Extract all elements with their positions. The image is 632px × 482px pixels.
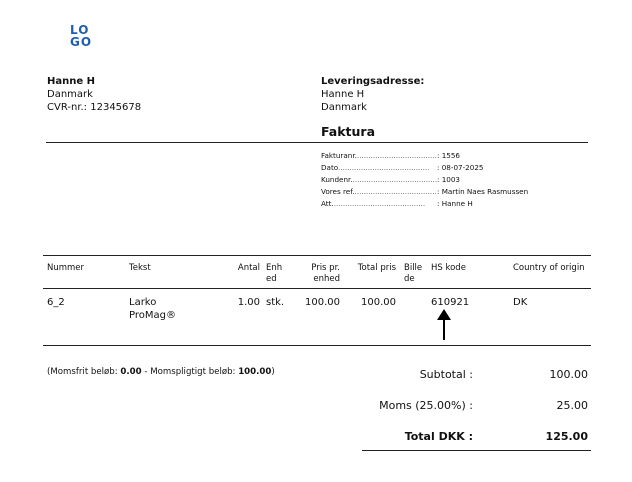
invoice-title: Faktura <box>321 124 376 139</box>
cell-nummer: 6_2 <box>47 297 65 308</box>
vat-label: Moms (25.00%) : <box>379 399 473 412</box>
col-header-hs: HS kode <box>431 263 466 273</box>
delivery-heading: Leveringsadresse: <box>321 76 425 87</box>
meta-row <box>321 186 581 197</box>
cell-origin: DK <box>513 297 528 308</box>
col-header-billede-line1: Bille <box>404 263 423 273</box>
meta-row <box>321 150 581 161</box>
meta-row <box>321 174 581 185</box>
cell-enhed: stk. <box>266 297 285 308</box>
total-value: 125.00 <box>545 430 588 443</box>
col-header-antal: Antal <box>237 263 260 273</box>
col-header-billede <box>404 263 422 285</box>
meta-value: : 1556 <box>437 151 460 160</box>
table-header-rule <box>43 288 591 289</box>
meta-label: Kundenr. ..... <box>321 174 437 185</box>
vat-value: 25.00 <box>556 399 588 412</box>
meta-value: : 1003 <box>437 175 460 184</box>
vat-note-mid: - Momspligtigt beløb: <box>141 367 239 377</box>
delivery-address-block <box>321 75 424 114</box>
logo-line-2: GO <box>70 35 93 49</box>
col-header-pris-line2: enhed <box>313 274 340 284</box>
cell-total: 100.00 <box>361 297 396 308</box>
meta-label: Att. ..... <box>321 198 437 209</box>
meta-label: Dato ..... <box>321 162 437 173</box>
subtotal-value: 100.00 <box>549 368 588 381</box>
sender-block <box>47 75 141 114</box>
col-header-origin: Country of origin <box>513 263 585 273</box>
meta-value: : Hanne H <box>437 199 473 208</box>
sender-cvr: CVR-nr.: 12345678 <box>47 102 142 113</box>
meta-row <box>321 162 581 173</box>
col-header-billede-line2: de <box>404 274 415 284</box>
col-header-enhed-line1: Enh <box>266 263 283 273</box>
cell-antal: 1.00 <box>237 297 260 308</box>
sender-country: Danmark <box>47 89 93 100</box>
sender-name: Hanne H <box>47 76 95 87</box>
table-top-rule <box>43 255 591 256</box>
col-header-nummer: Nummer <box>47 263 85 273</box>
vat-liable-amount: 100.00 <box>238 367 272 377</box>
cell-tekst <box>129 296 176 322</box>
subtotal-label: Subtotal : <box>419 368 473 381</box>
vat-free-amount: 0.00 <box>120 367 142 377</box>
arrow-shaft <box>443 318 445 340</box>
cell-hs: 610921 <box>431 297 470 308</box>
invoice-meta <box>321 150 581 210</box>
col-header-pris-line1: Pris pr. <box>311 263 340 273</box>
cell-tekst-line2: ProMag® <box>129 310 176 321</box>
total-label: Total DKK : <box>404 430 473 443</box>
company-logo <box>70 24 94 48</box>
logo-line-1: LO <box>70 23 90 37</box>
cell-tekst-line1: Larko <box>129 297 157 308</box>
cell-pris: 100.00 <box>305 297 340 308</box>
col-header-enhed <box>266 263 282 285</box>
col-header-total: Total pris <box>357 263 396 273</box>
meta-label: Fakturanr. ..... <box>321 150 437 161</box>
vat-note-close: ) <box>271 367 275 377</box>
meta-value: : 08-07-2025 <box>437 163 484 172</box>
vat-breakdown-note <box>47 367 275 377</box>
total-rule <box>362 450 591 451</box>
vat-note-open: (Momsfrit beløb: <box>47 367 121 377</box>
col-header-tekst: Tekst <box>129 263 151 273</box>
col-header-enhed-line2: ed <box>266 274 277 284</box>
header-divider <box>46 142 588 143</box>
meta-row <box>321 198 581 209</box>
delivery-name: Hanne H <box>321 89 365 100</box>
meta-value: : Martin Naes Rasmussen <box>437 187 529 196</box>
delivery-country: Danmark <box>321 102 367 113</box>
table-bottom-rule <box>43 345 591 346</box>
col-header-pris <box>296 263 340 285</box>
meta-label: Vores ref. ..... <box>321 186 437 197</box>
